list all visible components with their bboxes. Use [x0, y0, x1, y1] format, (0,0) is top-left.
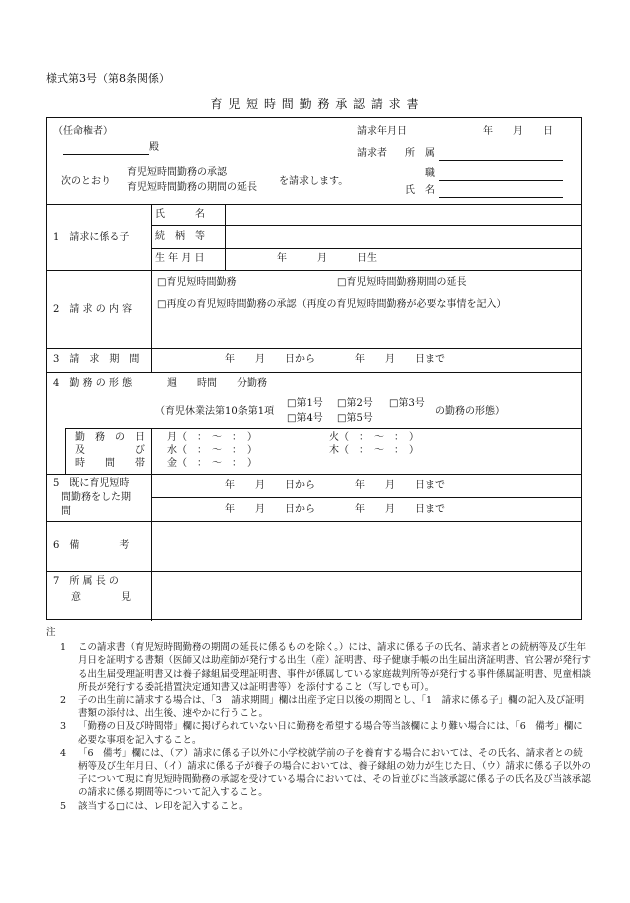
monday-hours[interactable]: 月（ ： ～ ： ） — [167, 432, 257, 443]
affiliation-label: 所 属 — [405, 148, 435, 159]
note-text: 「6 備考」欄には、（ア）請求に係る子以外に小学校就学前の子を養育する場合においては、その氏名、請求者との続柄等及び生年月日、（イ）請求に係る子が養子の場合においては、養子縁組の効力が生じた日、（ウ）請求に係る子以外の子について現に育児短時間勤務の承認を受けている場合においては、その旨並びに当該承認に係る子の氏名及び当該承認の請求に係る期間等について記入すること。 — [78, 747, 592, 799]
divider — [47, 204, 581, 205]
requester-label: 請求者 — [357, 148, 387, 159]
divider — [151, 204, 152, 348]
sec5-label-line1: 5 既に育児短時 — [53, 478, 130, 489]
divider — [151, 474, 152, 621]
sec2-option-short-time[interactable]: □育児短時間勤務 — [157, 277, 237, 288]
note-number: 1 — [60, 642, 67, 654]
divider — [47, 571, 581, 572]
sec1-label: 1 請求に係る子 — [53, 232, 130, 243]
wednesday-hours[interactable]: 水（ ： ～ ： ） — [167, 445, 257, 456]
divider — [47, 348, 581, 349]
name-label: 氏 名 — [405, 185, 435, 196]
divider — [47, 270, 581, 271]
note-item — [46, 747, 591, 800]
affiliation-field[interactable] — [439, 148, 563, 161]
sec2-label: 2 請 求 の 内 容 — [53, 304, 133, 315]
sec3-period-value[interactable]: 年 月 日から 年 月 日まで — [225, 354, 445, 365]
appointer-field[interactable] — [63, 142, 149, 155]
notes-section — [46, 626, 591, 813]
days-label-line1: 勤 務 の 日 — [75, 432, 145, 443]
form-number: 様式第3号（第8条関係） — [46, 72, 170, 85]
note-text: 該当する□には、レ印を記入すること。 — [78, 800, 249, 812]
child-name-label: 氏 名 — [155, 209, 205, 220]
intro-option-extension: 育児短時間勤務の期間の延長 — [127, 182, 257, 193]
law-option-3[interactable]: □第3号 — [389, 398, 425, 409]
note-item — [46, 720, 591, 746]
divider — [151, 248, 581, 249]
sec3-label: 3 請 求 期 間 — [53, 354, 140, 365]
divider — [151, 497, 581, 498]
law-suffix: の勤務の形態） — [435, 406, 505, 417]
note-number: 2 — [60, 695, 67, 707]
law-option-5[interactable]: □第5号 — [337, 413, 373, 424]
child-birth-label: 生 年 月 日 — [155, 253, 205, 264]
note-number: 4 — [60, 747, 67, 759]
note-number: 3 — [60, 721, 67, 733]
sec7-label-line2: 意 見 — [71, 592, 131, 603]
divider — [47, 372, 581, 373]
law-option-1[interactable]: □第1号 — [287, 398, 323, 409]
divider — [65, 428, 581, 429]
sec7-label-line1: 7 所 属 長 の — [53, 576, 119, 587]
sec6-label: 6 備 考 — [53, 540, 130, 551]
intro-option-approval: 育児短時間勤務の承認 — [127, 167, 227, 178]
note-item — [46, 694, 591, 720]
friday-hours[interactable]: 金（ ： ～ ： ） — [167, 458, 257, 469]
notes-heading: 注 — [46, 627, 56, 638]
prior-period-1[interactable]: 年 月 日から 年 月 日まで — [225, 480, 445, 491]
request-date-value[interactable]: 年 月 日 — [483, 126, 553, 137]
thursday-hours[interactable]: 木（ ： ～ ： ） — [329, 445, 419, 456]
note-text: 「勤務の日及び時間帯」欄に掲げられていない日に勤務を希望する場合等当該欄により難い場合には、「6 備考」欄に必要な事項を記入すること。 — [78, 721, 583, 746]
divider — [47, 474, 581, 475]
divider — [65, 428, 66, 474]
request-date-label: 請求年月日 — [357, 126, 407, 137]
note-number: 5 — [60, 800, 67, 812]
intro-prefix: 次のとおり — [61, 176, 111, 187]
supervisor-opinion-field[interactable] — [153, 573, 579, 619]
law-option-4[interactable]: □第4号 — [287, 413, 323, 424]
divider — [151, 348, 152, 372]
note-text: 子の出生前に請求する場合は、「3 請求期間」欄は出産予定日以後の期間とし、「1 請求に係る子」欄の記入及び証明書類の添付は、出生後、速やかに行うこと。 — [78, 695, 585, 720]
divider — [151, 428, 152, 474]
name-field[interactable] — [439, 185, 563, 198]
form-title: 育 児 短 時 間 勤 務 承 認 請 求 書 — [210, 97, 420, 111]
child-relation-label: 続 柄 等 — [155, 231, 205, 242]
note-item — [46, 641, 591, 694]
request-form-table — [46, 117, 582, 620]
position-label: 職 — [425, 168, 435, 179]
law-reference: （育児休業法第10条第1項 — [155, 406, 275, 417]
remarks-field[interactable] — [153, 523, 579, 569]
note-item — [46, 800, 591, 813]
days-label-line3: 時 間 帯 — [75, 458, 145, 469]
sec2-option-extension[interactable]: □育児短時間勤務期間の延長 — [337, 277, 467, 288]
law-option-2[interactable]: □第2号 — [337, 398, 373, 409]
days-label-line2: 及 び — [75, 445, 145, 456]
divider — [47, 521, 581, 522]
sec2-option-reapproval[interactable]: □再度の育児短時間勤務の承認（再度の育児短時間勤務が必要な事情を記入） — [157, 299, 507, 310]
sec5-label-line3: 間 — [61, 506, 71, 517]
tuesday-hours[interactable]: 火（ ： ～ ： ） — [329, 432, 419, 443]
prior-period-2[interactable]: 年 月 日から 年 月 日まで — [225, 504, 445, 515]
divider — [225, 204, 226, 270]
sec4-label: 4 勤 務 の 形 態 — [53, 378, 133, 389]
appointer-label: （任命権者） — [53, 126, 113, 137]
note-text: この請求書（育児短時間勤務の期間の延長に係るものを除く。）には、請求に係る子の氏名、請求者との続柄等及び生年月日を証明する書類（医師又は助産師が発行する出生（産）証明書、母子健康手帳の出生届出済証明書、官公署が発行する出生届受理証明書又は養子縁組届受理証明書、事件が係属している家庭裁判所等が発行する事件係属証明書、児童相談所長が発行する委託措置決定通知書又は証明書等）を添付すること（写しでも可）。 — [78, 642, 592, 693]
position-field[interactable] — [439, 168, 563, 181]
child-birth-value[interactable]: 年 月 日生 — [277, 253, 377, 264]
dono-label: 殿 — [149, 142, 159, 153]
divider — [151, 225, 581, 226]
sec5-label-line2: 間勤務をした期 — [61, 492, 131, 503]
intro-suffix: を請求します。 — [279, 176, 349, 187]
weekly-hours[interactable]: 週 時間 分勤務 — [167, 378, 267, 389]
